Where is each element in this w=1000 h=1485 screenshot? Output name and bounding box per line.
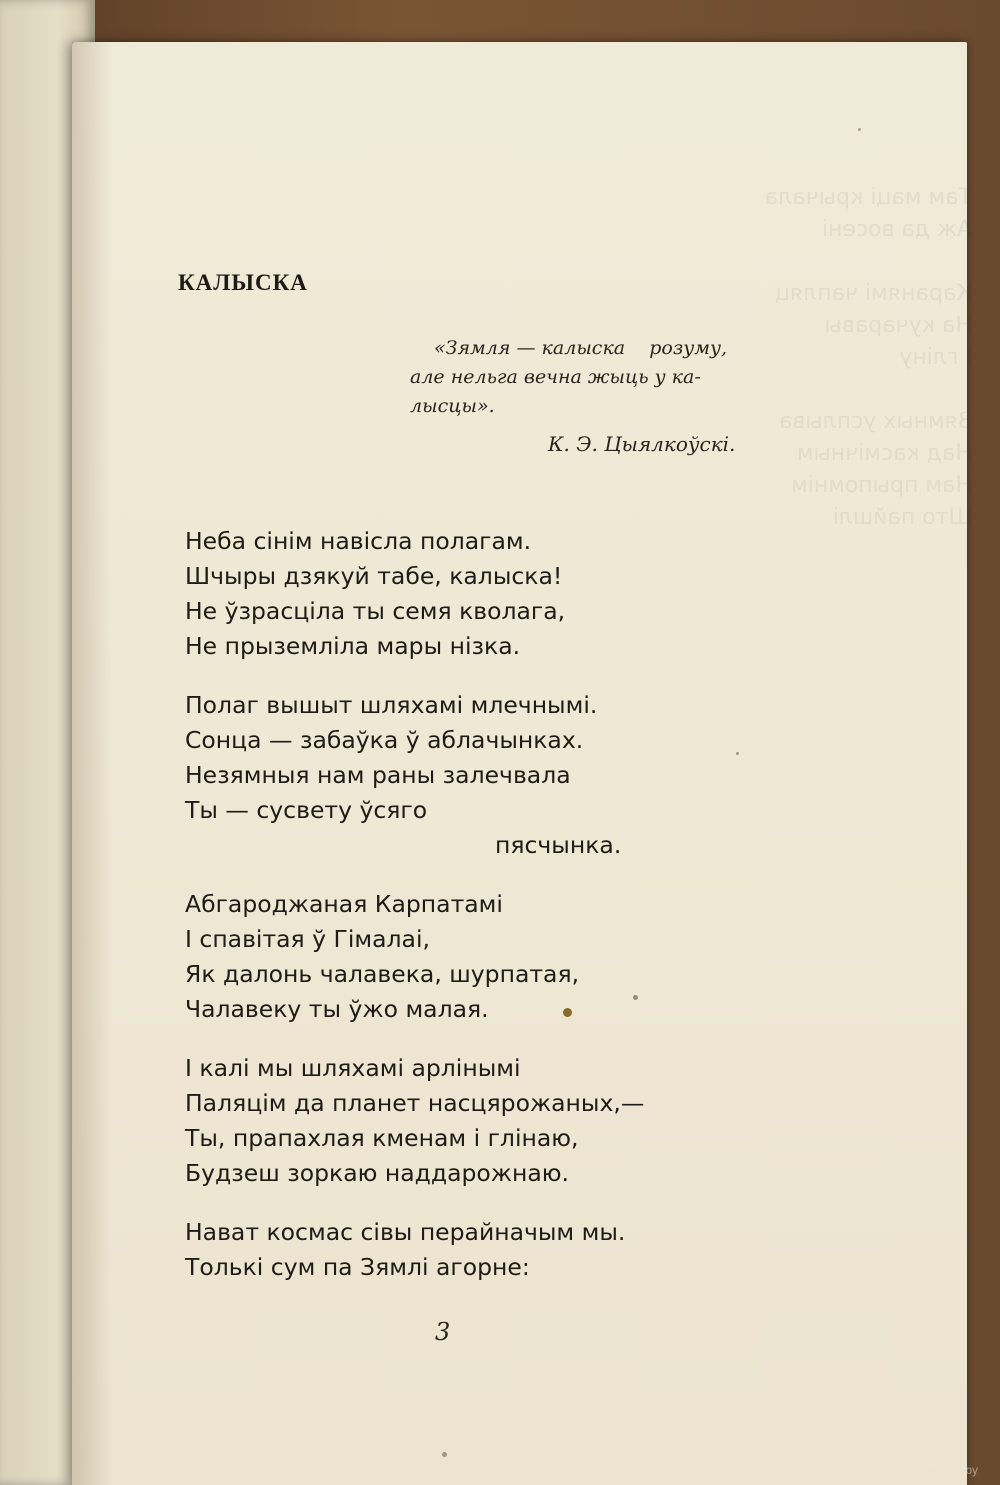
paper-speck bbox=[633, 995, 638, 1000]
verse-line: Абгароджаная Карпатамі bbox=[185, 890, 503, 918]
verse-line: Шчыры дзякуй табе, калыска! bbox=[185, 562, 563, 590]
epigraph-line: «Зямля — калыска розуму, bbox=[434, 337, 728, 359]
paper-speck bbox=[858, 128, 861, 131]
verse-line: І спавітая ў Гімалаі, bbox=[185, 925, 430, 953]
verse-line: Ты, прапахлая кменам і глінаю, bbox=[185, 1124, 579, 1152]
verse-line: Не ўзрасціла ты семя кволага, bbox=[185, 597, 566, 625]
paper-speck bbox=[442, 1452, 447, 1457]
verse-line: пясчынка. bbox=[495, 831, 622, 859]
stanza bbox=[185, 1215, 785, 1285]
verse-line: Будзеш зоркаю наддарожнаю. bbox=[185, 1159, 569, 1187]
verse-line: Толькі сум па Зямлі агорне: bbox=[185, 1253, 530, 1281]
epigraph-line: лысцы». bbox=[410, 395, 495, 417]
verse-line: Чалавеку ты ўжо малая. bbox=[185, 995, 489, 1023]
verse-line: Сонца — забаўка ў аблачынках. bbox=[185, 726, 584, 754]
poem-title: КАЛЫСКА bbox=[178, 270, 308, 295]
verse-line: І калі мы шляхамі арлінымі bbox=[185, 1054, 521, 1082]
stanza bbox=[185, 688, 785, 863]
paper-speck bbox=[736, 752, 739, 755]
verse-line: Незямныя нам раны залечвала bbox=[185, 761, 571, 789]
bleed-through-text: Там маці крычала Аж да восені Каранямі чапляц На кучаравы І гліну Зямных усплыва Над касмічным Нам прыпомнім Што пайшлі bbox=[764, 185, 972, 530]
verse-line: Полаг вышыт шляхамі млечнымі. bbox=[185, 691, 598, 719]
verse-line: Паляцім да планет насцярожаных,— bbox=[185, 1089, 645, 1117]
poem-body bbox=[185, 524, 785, 1309]
verse-line: Як далонь чалавека, шурпатая, bbox=[185, 960, 580, 988]
stanza bbox=[185, 524, 785, 664]
stanza bbox=[185, 887, 785, 1027]
watermark: www.ay.by bbox=[921, 1463, 978, 1477]
epigraph-line: але нельга вечна жыць у ка- bbox=[410, 366, 701, 388]
verse-line: Ты — сусвету ўсяго bbox=[185, 796, 428, 824]
epigraph bbox=[410, 334, 830, 421]
page-number: 3 bbox=[435, 1318, 451, 1346]
verse-line: Не прыземліла мары нізка. bbox=[185, 632, 521, 660]
stanza bbox=[185, 1051, 785, 1191]
epigraph-author: К. Э. Цыялкоўскі. bbox=[548, 432, 736, 456]
verse-line: Неба сінім навісла полагам. bbox=[185, 527, 532, 555]
paper-speck bbox=[563, 1008, 572, 1017]
verse-line: Нават космас сівы перайначым мы. bbox=[185, 1218, 626, 1246]
